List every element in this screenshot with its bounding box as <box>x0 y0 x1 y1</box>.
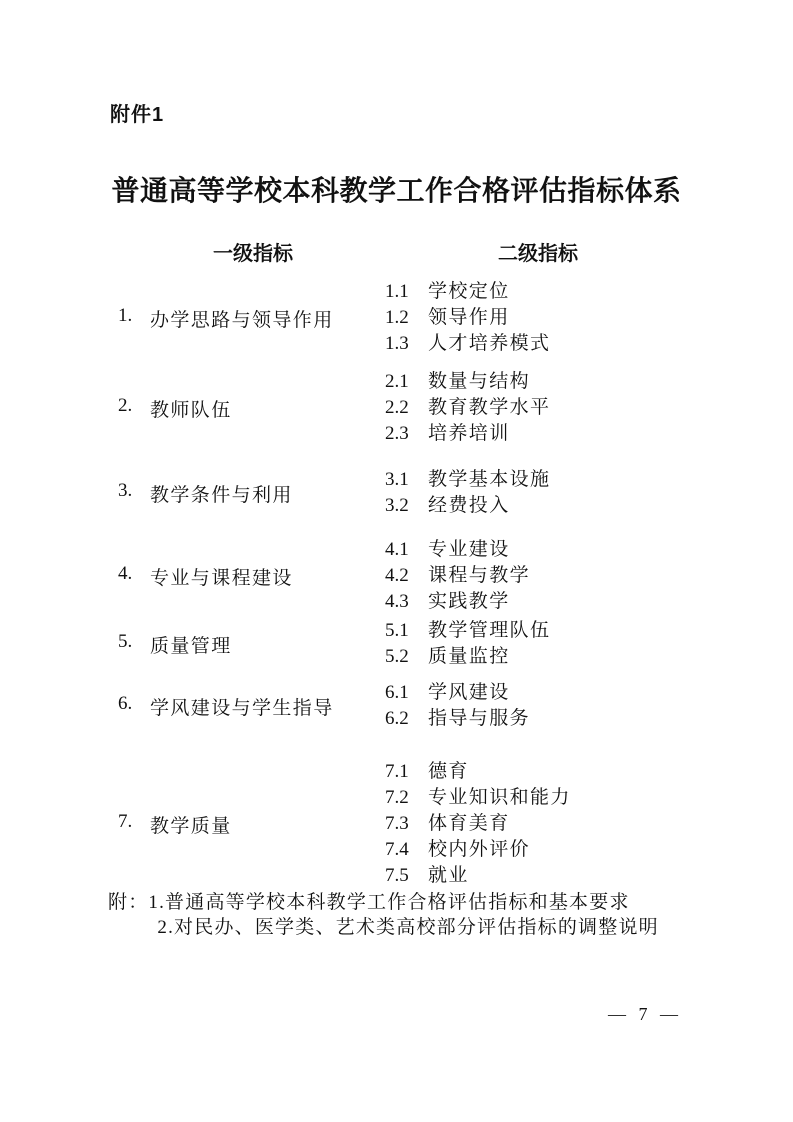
level2-item <box>385 837 793 863</box>
level1-number: 1. <box>118 304 133 326</box>
level2-label: 就业 <box>428 865 469 886</box>
level2-label: 学校定位 <box>428 281 510 302</box>
page-number: — 7 — <box>608 1004 682 1024</box>
level2-item <box>385 680 793 706</box>
level2-item <box>385 811 793 837</box>
level2-item <box>385 395 793 421</box>
level1-number: 7. <box>118 810 133 832</box>
level1-number: 4. <box>118 562 133 584</box>
level2-item <box>385 618 793 644</box>
indicator-row-2 <box>0 369 793 447</box>
column-header-level1: 一级指标 <box>213 243 293 265</box>
level1-number: 3. <box>118 479 133 501</box>
level2-label: 数量与结构 <box>428 371 531 392</box>
level2-item <box>385 331 793 357</box>
level2-number: 5.1 <box>385 620 409 641</box>
indicator-row-6 <box>0 680 793 732</box>
level2-number: 6.2 <box>385 708 409 729</box>
level1-label: 教学条件与利用 <box>150 484 293 506</box>
indicator-row-4 <box>0 537 793 615</box>
level2-item <box>385 759 793 785</box>
attachment-label: 附件1 <box>110 104 165 126</box>
level2-label: 专业建设 <box>428 539 510 560</box>
indicator-table <box>0 279 793 889</box>
level2-label: 课程与教学 <box>428 565 531 586</box>
level2-label: 学风建设 <box>428 682 510 703</box>
level2-number: 6.1 <box>385 682 409 703</box>
level2-label: 教学管理队伍 <box>428 620 551 641</box>
level2-item <box>385 563 793 589</box>
level2-item <box>385 706 793 732</box>
indicator-row-1 <box>0 279 793 357</box>
level2-label: 专业知识和能力 <box>428 787 571 808</box>
appendix-note <box>108 890 659 940</box>
level2-item <box>385 785 793 811</box>
level2-item <box>385 305 793 331</box>
level1-indicator <box>0 563 385 590</box>
level2-label: 教学基本设施 <box>428 469 551 490</box>
level2-label: 实践教学 <box>428 591 510 612</box>
level2-number: 4.1 <box>385 539 409 560</box>
level1-label: 学风建设与学生指导 <box>150 697 334 719</box>
level2-label: 经费投入 <box>428 495 510 516</box>
level2-item <box>385 279 793 305</box>
level1-indicator <box>0 480 385 507</box>
level2-label: 体育美育 <box>428 813 510 834</box>
level2-list <box>385 467 793 519</box>
level2-list <box>385 537 793 615</box>
level2-number: 7.4 <box>385 839 409 860</box>
indicator-row-3 <box>0 467 793 519</box>
level2-number: 7.5 <box>385 865 409 886</box>
level1-label: 专业与课程建设 <box>150 567 293 589</box>
level1-label: 办学思路与领导作用 <box>150 309 334 331</box>
level2-item <box>385 644 793 670</box>
level2-label: 领导作用 <box>428 307 510 328</box>
column-header-level2: 二级指标 <box>498 243 578 265</box>
level1-number: 2. <box>118 394 133 416</box>
level1-indicator <box>0 811 385 838</box>
level2-number: 3.2 <box>385 495 409 516</box>
level2-number: 7.3 <box>385 813 409 834</box>
indicator-row-5 <box>0 618 793 670</box>
level2-number: 5.2 <box>385 646 409 667</box>
level2-item <box>385 369 793 395</box>
level2-number: 3.1 <box>385 469 409 490</box>
level2-label: 人才培养模式 <box>428 333 551 354</box>
level2-label: 质量监控 <box>428 646 510 667</box>
level2-item <box>385 493 793 519</box>
level1-label: 质量管理 <box>150 635 232 657</box>
level2-item <box>385 537 793 563</box>
level2-number: 1.1 <box>385 281 409 302</box>
level2-number: 4.3 <box>385 591 409 612</box>
appendix-prefix: 附： <box>108 892 149 913</box>
page-title: 普通高等学校本科教学工作合格评估指标体系 <box>111 175 682 206</box>
level1-indicator <box>0 395 385 422</box>
level2-list <box>385 759 793 889</box>
level2-label: 培养培训 <box>428 423 510 444</box>
level1-label: 教学质量 <box>150 815 232 837</box>
indicator-row-7 <box>0 759 793 889</box>
level2-number: 7.2 <box>385 787 409 808</box>
level1-number: 6. <box>118 692 133 714</box>
appendix-line: 1.普通高等学校本科教学工作合格评估指标和基本要求 <box>148 892 630 913</box>
appendix-lines <box>148 890 658 940</box>
level2-item <box>385 421 793 447</box>
level2-number: 1.2 <box>385 307 409 328</box>
level2-label: 指导与服务 <box>428 708 531 729</box>
level1-indicator <box>0 693 385 720</box>
level2-item <box>385 467 793 493</box>
level2-label: 教育教学水平 <box>428 397 551 418</box>
level2-number: 4.2 <box>385 565 409 586</box>
level1-number: 5. <box>118 630 133 652</box>
level1-indicator <box>0 631 385 658</box>
level2-number: 7.1 <box>385 761 409 782</box>
level2-list <box>385 279 793 357</box>
level2-item <box>385 589 793 615</box>
level2-number: 2.2 <box>385 397 409 418</box>
level2-list <box>385 618 793 670</box>
level1-indicator <box>0 305 385 332</box>
level1-label: 教师队伍 <box>150 399 232 421</box>
level2-number: 1.3 <box>385 333 409 354</box>
level2-label: 德育 <box>428 761 469 782</box>
level2-number: 2.1 <box>385 371 409 392</box>
level2-list <box>385 369 793 447</box>
level2-list <box>385 680 793 732</box>
appendix-line: 2.对民办、医学类、艺术类高校部分评估指标的调整说明 <box>157 917 659 938</box>
level2-item <box>385 863 793 889</box>
level2-number: 2.3 <box>385 423 409 444</box>
level2-label: 校内外评价 <box>428 839 531 860</box>
